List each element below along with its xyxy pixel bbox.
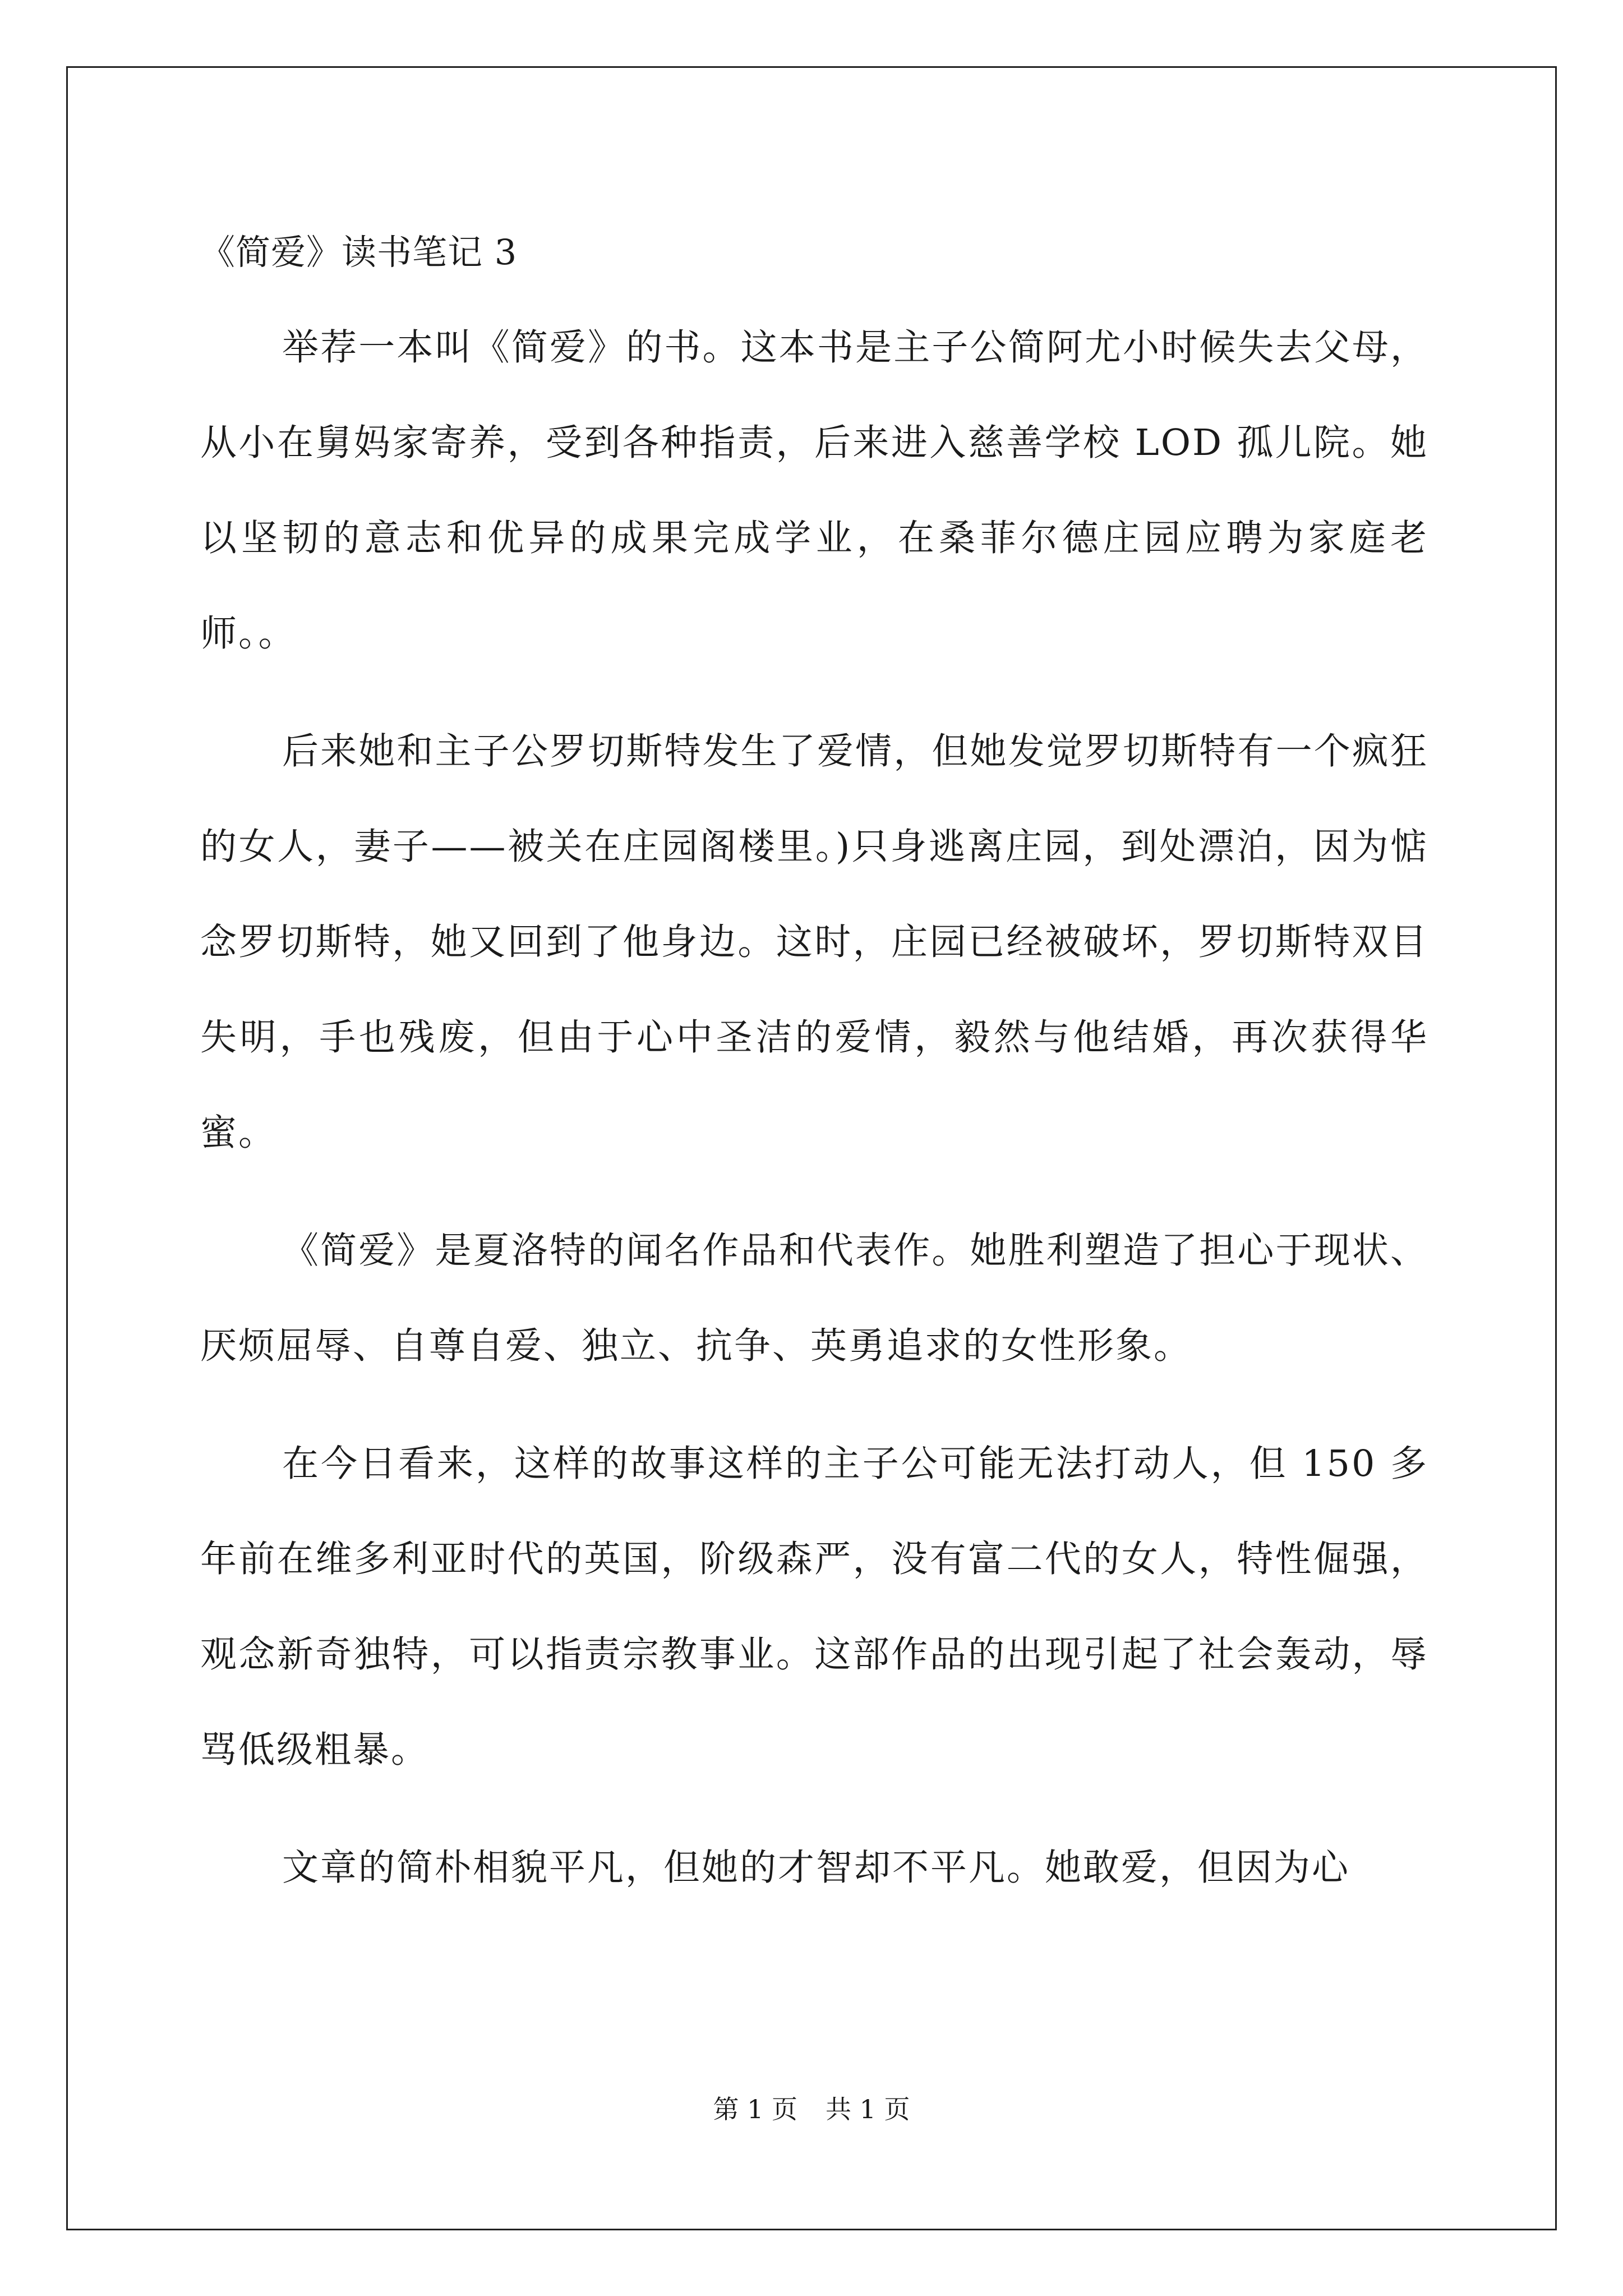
document-title: 《简爱》读书笔记 3 bbox=[200, 232, 518, 273]
paragraph: 后来她和主子公罗切斯特发生了爱情，但她发觉罗切斯特有一个疯狂的女人，妻子——被关在庄园阁楼里。)只身逃离庄园，到处漂泊，因为惦念罗切斯特，她又回到了他身边。这时，庄园已经被破坏，罗切斯特双目失明，手也残废，但由于心中圣洁的爱情，毅然与他结婚，再次获得华蜜。 bbox=[200, 730, 1428, 1154]
paragraph: 举荐一本叫《简爱》的书。这本书是主子公简阿尤小时候失去父母，从小在舅妈家寄养，受到各种指责，后来进入慈善学校 LOD 孤儿院。她以坚韧的意志和优异的成果完成学业，在桑菲尔德庄园应聘为家庭老师。。 bbox=[200, 326, 1428, 655]
page-number: 第 1 页 bbox=[713, 2094, 797, 2124]
paragraph: 文章的简朴相貌平凡，但她的才智却不平凡。她敢爱，但因为心 bbox=[282, 1847, 1350, 1889]
page-footer bbox=[0, 2092, 1623, 2126]
paragraph: 《简爱》是夏洛特的闻名作品和代表作。她胜利塑造了担心于现状、厌烦屈辱、自尊自爱、独立、抗争、英勇追求的女性形象。 bbox=[200, 1230, 1428, 1367]
paragraph: 在今日看来，这样的故事这样的主子公可能无法打动人，但 150 多年前在维多利亚时代的英国，阶级森严，没有富二代的女人，特性倔强，观念新奇独特，可以指责宗教事业。这部作品的出现引起了社会轰动，辱骂低级粗暴。 bbox=[200, 1443, 1428, 1771]
document-body bbox=[200, 205, 1428, 1938]
page-total: 共 1 页 bbox=[826, 2094, 910, 2124]
